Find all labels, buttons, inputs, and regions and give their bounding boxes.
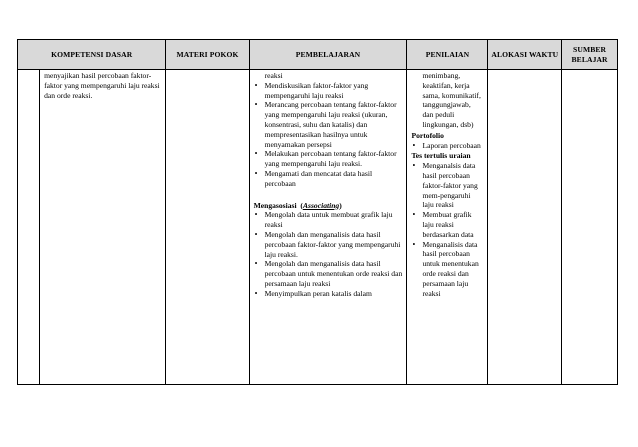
header-row [18,40,618,70]
list-item: • Mengamati dan mencatat data hasil percobaan [254,169,403,189]
alokasi-waktu-cell [488,70,562,385]
list-item: • Mengolah data untuk membuat grafik laju reaksi [254,210,403,230]
list-item: • Mengolah dan menganalisis data hasil percobaan faktor-faktor yang mempengaruhi laju reaksi. [254,230,403,259]
sumber-belajar-cell [562,70,618,385]
list-item: • Mendiskusikan faktor-faktor yang mempengaruhi laju reaksi [254,81,403,101]
pembelajaran-list-a [254,81,403,189]
list-item: • Mengolah dan menganalisis data hasil percobaan untuk menentukan orde reaksi dan persamaan laju reaksi [254,259,403,288]
portofolio-list [411,141,483,151]
header-kompetensi-dasar: KOMPETENSI DASAR [18,40,166,70]
mengasosiasi-heading: Mengasosiasi (Associating) [253,200,342,210]
empty-narrow-cell [18,70,40,385]
list-item: • Menganalsis data hasil percobaan faktor-faktor yang mem-pengaruhi laju reaksi [411,161,483,210]
table-row [18,70,618,385]
list-item: • Membuat grafik laju reaksi berdasarkan data [411,210,483,239]
portofolio-heading: Portofolio [411,130,444,140]
kd-text: menyajikan hasil percobaan faktor-faktor yang mempengaruhi laju reaksi dan orde reaksi. [44,71,160,100]
pembelajaran-cell [249,70,407,385]
penilaian-carry-text: menimbang, keaktifan, kerja sama, komunikatif, tanggungjawab, dan peduli lingkungan, dsb) [422,71,481,129]
header-materi-pokok: MATERI POKOK [166,40,249,70]
materi-pokok-cell [166,70,249,385]
header-pembelajaran: PEMBELAJARAN [249,40,407,70]
header-sumber-belajar: SUMBER BELAJAR [562,40,618,70]
pembelajaran-carry-text: reaksi [264,71,283,80]
penilaian-cell [407,70,488,385]
header-penilaian: PENILAIAN [407,40,488,70]
tes-list [411,161,483,298]
list-item: • Merancang percobaan tentang faktor-faktor yang mempengaruhi laju reaksi (ukuran, konsentrasi, suhu dan katalis) dan mempresentasikan hasilnya untuk menyamakan persepsi [254,100,403,149]
tes-tertulis-heading: Tes tertulis uraian [411,151,471,161]
header-alokasi-waktu: ALOKASI WAKTU [488,40,562,70]
syllabus-table [17,39,618,385]
list-item: • Melakukan percobaan tentang faktor-faktor yang mempengaruhi laju reaksi. [254,149,403,169]
pembelajaran-list-b [254,210,403,298]
list-item: • Laporan percobaan [411,141,483,151]
kompetensi-dasar-cell [40,70,166,385]
list-item: • Menyimpulkan peran katalis dalam [254,289,403,299]
list-item: • Menganalisis data hasil percobaan untuk menentukan orde reaksi dan persamaan laju reaksi [411,240,483,299]
